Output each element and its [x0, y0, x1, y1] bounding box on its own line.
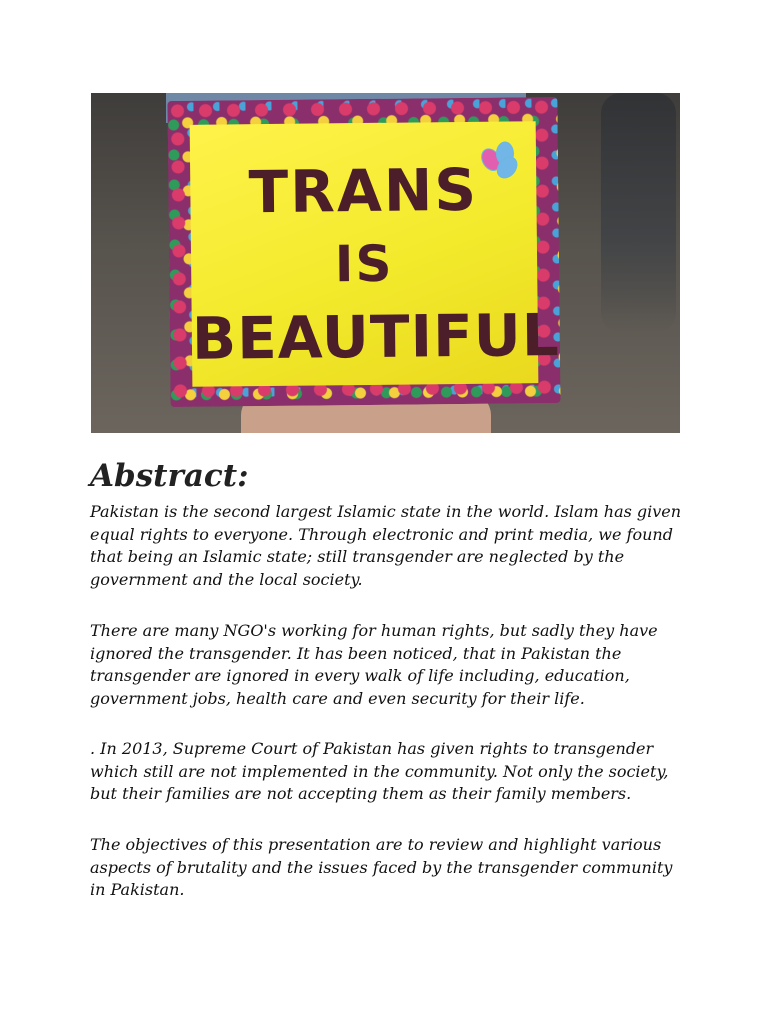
- abstract-paragraph-4: The objectives of this presentation are to review and highlight various aspects of brutality and the issues faced by the transgender community in Pakistan.: [90, 835, 673, 899]
- sign-line-2: IS: [334, 234, 394, 294]
- sign-line-1: TRANS: [248, 155, 479, 227]
- abstract-paragraph-2: There are many NGO's working for human rights, but sadly they have ignored the transgender. It has been noticed, that in Pakistan the transgender are ignored in every walk of life including, education, government jobs, health care and even security for their life.: [90, 621, 658, 708]
- abstract-paragraph-3: . In 2013, Supreme Court of Pakistan has given rights to transgender which still are not implemented in the community. Not only the society, but their families are not accepting them as their family members.: [90, 739, 669, 803]
- sign-floral-border: [167, 97, 560, 407]
- abstract-paragraph-1: Pakistan is the second largest Islamic state in the world. Islam has given equal rights to everyone. Through electronic and print media, we found that being an Islamic state; still transgender are neglected by the government and the local society.: [90, 502, 682, 589]
- protest-sign-photo: [91, 93, 680, 433]
- abstract-heading: Abstract:: [90, 458, 249, 494]
- background-person: [601, 93, 676, 333]
- sign-line-3: BEAUTIFUL: [191, 300, 561, 373]
- sign-board: [190, 121, 561, 387]
